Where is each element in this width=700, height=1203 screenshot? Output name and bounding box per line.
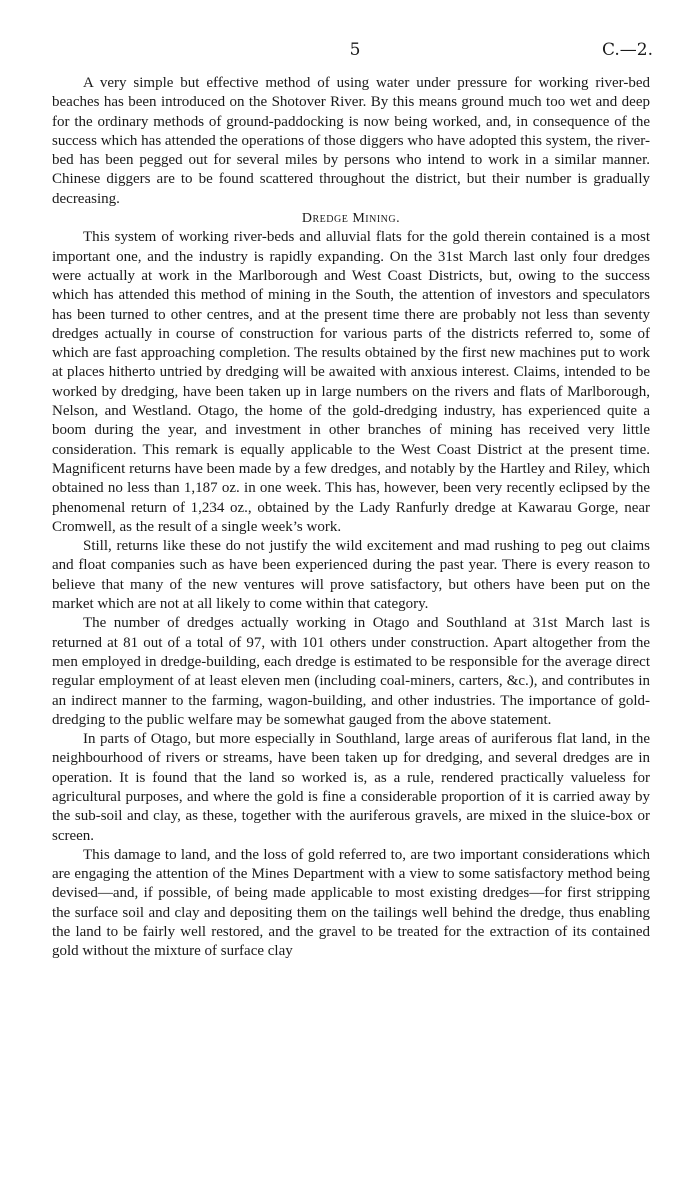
page-number: 5	[349, 40, 361, 60]
section-heading: Dredge Mining.	[301, 211, 401, 227]
document-code: C.—2.	[601, 40, 653, 60]
paragraph-number-of-dredges: The number of dredges actually working in Otago and Southland at 31st March last is returned at 81 out of a total of 97, with 101 others under construction. Apart altogether from the men employed in dredge-building, each dredge is estimated to be responsible for the average direct regular employment of at least eleven men (including coal-miners, carters, &c.), and contributes in an indirect manner to the farming, wagon-building, and other industries. The importance of gold-dredging to the public welfare may be somewhat gauged from the above statement.	[52, 615, 650, 728]
paragraph-returns: Still, returns like these do not justify the wild excitement and mad rushing to peg out claims and float companies such as have been experienced during the past year. There is every reason to believe that many of the new ventures will prove satisfactory, but others have been put on the market which are not at all likely to come within that category.	[52, 538, 650, 613]
paragraph-dredge-system: This system of working river-beds and alluvial flats for the gold therein contained is a most important one, and the industry is rapidly expanding. On the 31st March last only four dredges were actually at work in the Marlborough and West Coast Districts, but, owing to the success which has attended this method of mining in the South, the attention of investors and speculators has been turned to other centres, and at the present time there are probably not less than seventy dredges actually in course of construction for various parts of the districts referred to, some of which are fast approaching completion. The results obtained by the first new machines put to work at places hitherto untried by dredging will be awaited with anxious interest. Claims, intended to be worked by dredging, have been taken up in large numbers on the rivers and flats of Marlborough, Nelson, and Westland. Otago, the home of the gold-dredging industry, has experienced quite a boom during the year, and investment in other branches of mining has received very little consideration. This remark is equally applicable to the West Coast District at the present time. Magnificent returns have been made by a few dredges, and notably by the Hartley and Riley, which obtained no less than 1,187 oz. in one week. This has, however, been very recently eclipsed by the phenomenal return of 1,234 oz., obtained by the Lady Ranfurly dredge at Kawarau Gorge, near Cromwell, as the result of a single week’s work.	[52, 229, 650, 535]
paragraph-damage-to-land: This damage to land, and the loss of gold referred to, are two important considerations which are engaging the attention of the Mines Department with a view to some satisfactory method being devised—and, if possible, of being made applicable to most existing dredges—for first stripping the surface soil and clay and depositing them on the tailings well behind the dredge, thus enabling the land to be fairly well restored, and the gravel to be treated for the extraction of its contained gold without the mixture of surface clay	[52, 846, 650, 960]
paragraph-shotover: A very simple but effective method of using water under pressure for working river-bed beaches has been introduced on the Shotover River. By this means ground much too wet and deep for the ordinary methods of ground-paddocking is now being worked, and, in consequence of the success which has attended the operations of those diggers who have adopted this system, the river-bed has been pegged out for several miles by persons who intend to work in a similar manner. Chinese diggers are to be found scattered throughout the district, but their number is gradually decreasing.	[52, 75, 650, 207]
body-text	[52, 74, 650, 962]
paragraph-southland: In parts of Otago, but more especially in Southland, large areas of auriferous flat land, in the neighbourhood of rivers or streams, have been taken up for dredging, and several dredges are in operation. It is found that the land so worked is, as a rule, rendered practically valueless for agricultural purposes, and where the gold is fine a considerable proportion of it is carried away by the sub-soil and clay, as these, together with the auriferous gravels, are mixed in the sluice-box or screen.	[52, 731, 650, 844]
